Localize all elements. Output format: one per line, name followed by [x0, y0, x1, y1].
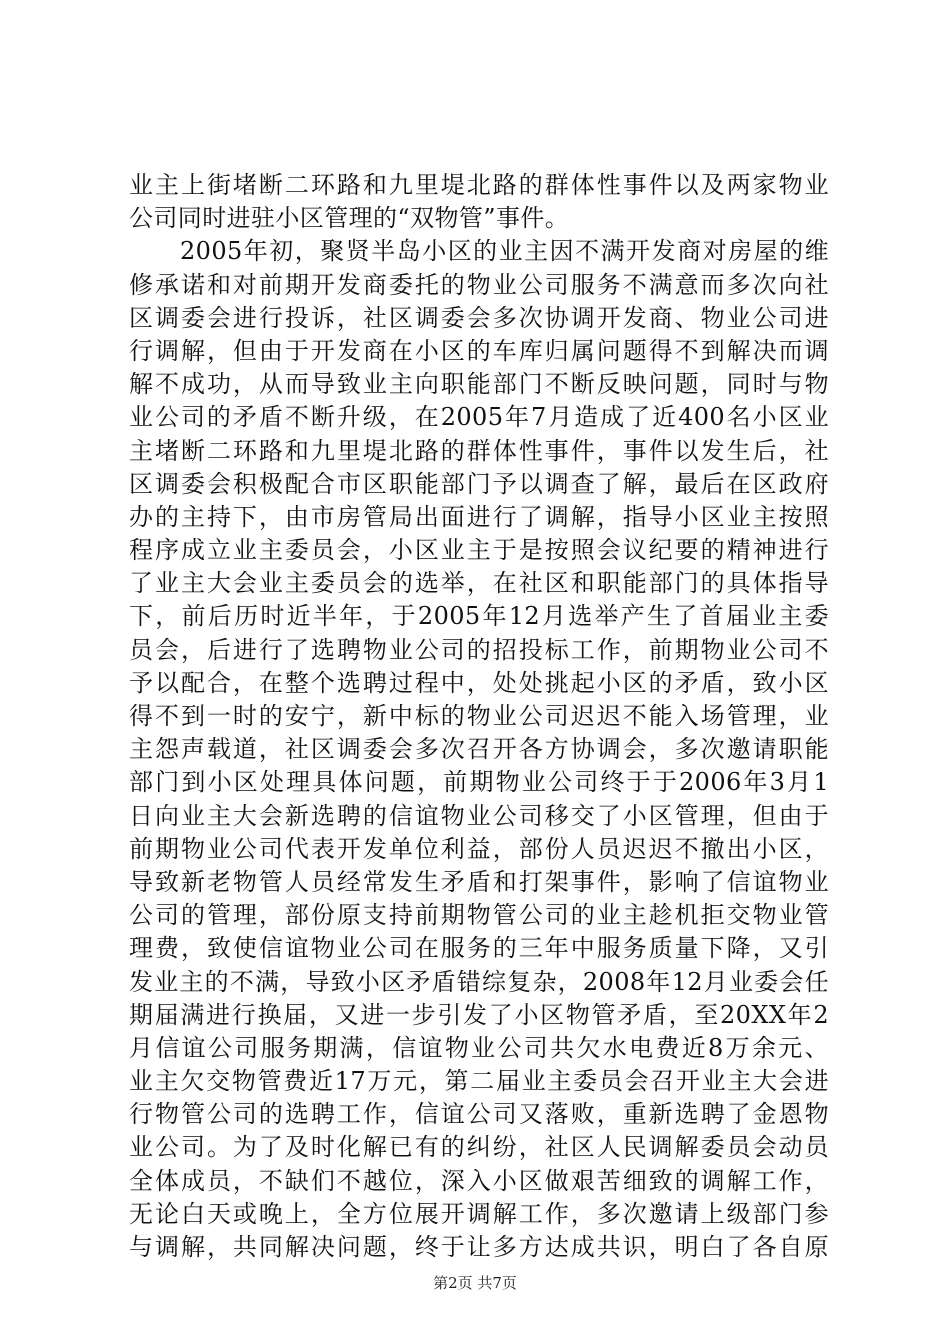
text-line: 无论白天或晚上，全方位展开调解工作，多次邀请上级部门参 — [129, 1199, 829, 1228]
text-line: 解不成功，从而导致业主向职能部门不断反映问题，同时与物 — [129, 370, 829, 399]
page-number: 第2页 共7页 — [433, 1274, 517, 1292]
text-line: 公司同时进驻小区管理的“双物管”事件。 — [129, 204, 570, 233]
text-line: 员会，后进行了选聘物业公司的招投标工作，前期物业公司不 — [129, 635, 829, 664]
text-line: 期届满进行换届，又进一步引发了小区物管矛盾，至20XX年2 — [129, 1000, 829, 1029]
text-line: 公司的管理，部份原支持前期物管公司的业主趁机拒交物业管 — [129, 901, 829, 930]
text-line: 行调解，但由于开发商在小区的车库归属问题得不到解决而调 — [129, 336, 829, 365]
text-line: 部门到小区处理具体问题，前期物业公司终于于2006年3月1 — [129, 768, 829, 797]
text-line: 导致新老物管人员经常发生矛盾和打架事件，影响了信谊物业 — [129, 867, 829, 896]
text-line: 行物管公司的选聘工作，信谊公司又落败，重新选聘了金恩物 — [129, 1100, 829, 1129]
text-line: 全体成员，不缺们不越位，深入小区做艰苦细致的调解工作， — [129, 1166, 829, 1195]
text-line: 下，前后历时近半年，于2005年12月选举产生了首届业主委 — [129, 602, 829, 631]
body-text — [129, 169, 829, 1264]
text-line: 业公司的矛盾不断升级，在2005年7月造成了近400名小区业 — [129, 403, 829, 432]
text-line: 区调委会进行投诉，社区调委会多次协调开发商、物业公司进 — [129, 303, 829, 332]
text-line: 业主上街堵断二环路和九里堤北路的群体性事件以及两家物业 — [129, 171, 829, 199]
text-line: 与调解，共同解决问题，终于让多方达成共识，明白了各自原 — [129, 1233, 829, 1261]
text-line: 修承诺和对前期开发商委托的物业公司服务不满意而多次向社 — [129, 270, 829, 299]
text-line: 月信谊公司服务期满，信谊物业公司共欠水电费近8万余元、 — [129, 1033, 829, 1062]
text-line: 主怨声载道，社区调委会多次召开各方协调会，多次邀请职能 — [129, 735, 829, 764]
text-line: 业主欠交物管费近17万元，第二届业主委员会召开业主大会进 — [129, 1067, 829, 1096]
text-line: 得不到一时的安宁，新中标的物业公司迟迟不能入场管理，业 — [129, 702, 829, 730]
text-line: 程序成立业主委员会，小区业主于是按照会议纪要的精神进行 — [129, 536, 829, 565]
text-line: 2005年初，聚贤半岛小区的业主因不满开发商对房屋的维 — [129, 237, 829, 266]
text-line: 业公司。为了及时化解已有的纠纷，社区人民调解委员会动员 — [129, 1133, 829, 1162]
text-line: 办的主持下，由市房管局出面进行了调解，指导小区业主按照 — [129, 502, 829, 531]
text-line: 主堵断二环路和九里堤北路的群体性事件，事件以发生后，社 — [129, 436, 829, 465]
text-line: 发业主的不满，导致小区矛盾错综复杂，2008年12月业委会任 — [129, 967, 829, 996]
text-line: 了业主大会业主委员会的选举，在社区和职能部门的具体指导 — [129, 569, 829, 598]
text-line: 日向业主大会新选聘的信谊物业公司移交了小区管理，但由于 — [129, 801, 829, 830]
text-line: 予以配合，在整个选聘过程中，处处挑起小区的矛盾，致小区 — [129, 668, 829, 697]
text-line: 区调委会积极配合市区职能部门予以调查了解，最后在区政府 — [129, 469, 829, 498]
text-line: 前期物业公司代表开发单位利益，部份人员迟迟不撤出小区， — [129, 834, 829, 863]
page-footer — [0, 1272, 950, 1293]
text-line: 理费，致使信谊物业公司在服务的三年中服务质量下降，又引 — [129, 934, 829, 963]
